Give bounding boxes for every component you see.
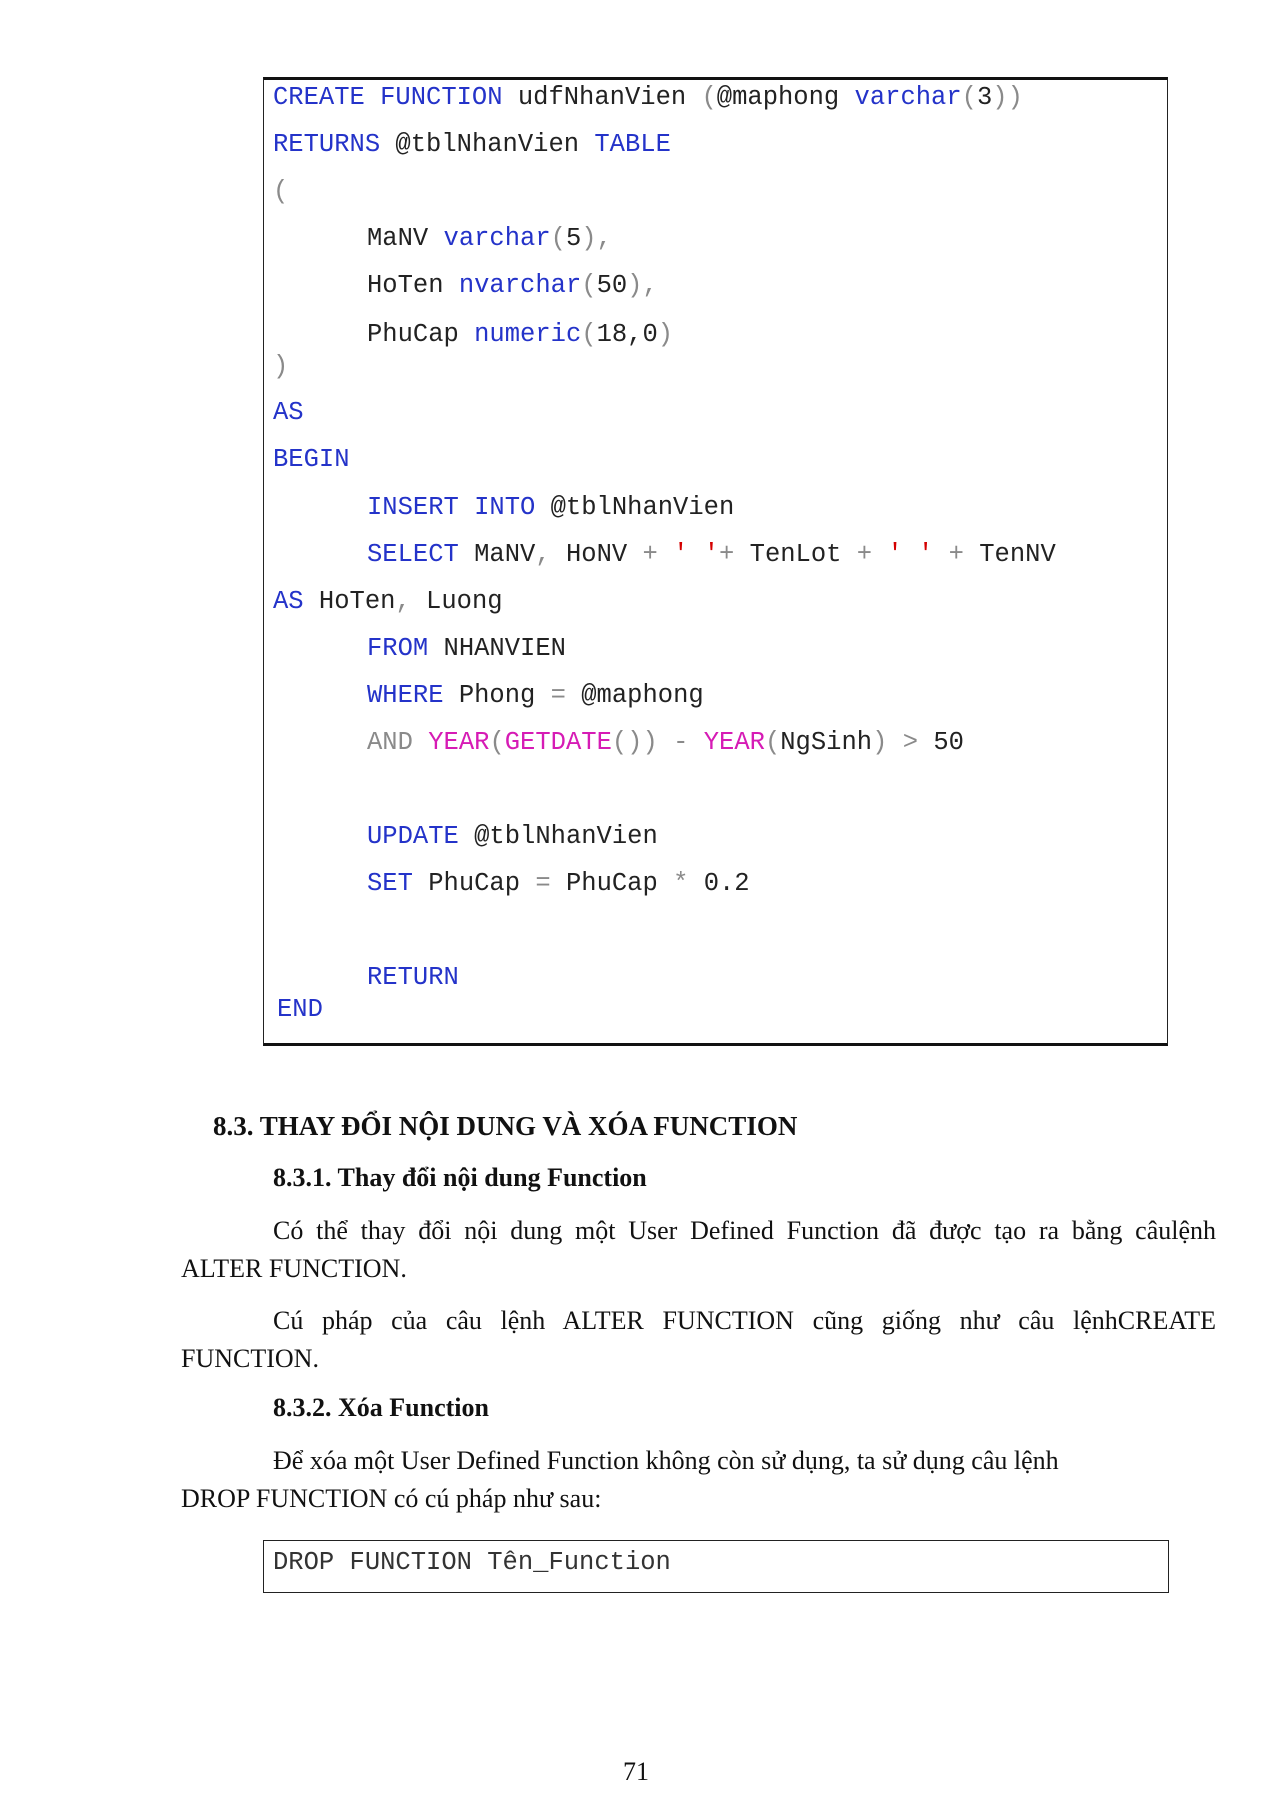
code-token: ( [489,728,505,757]
code-token: ), [581,224,612,253]
code-token: )) [992,83,1023,112]
code-token: + [642,540,658,569]
code-token: ( [273,177,289,206]
code-token: varchar [443,224,551,253]
drop-function-code-block [263,1540,1169,1593]
code-token: udfNhanVien [502,83,702,112]
code-token: ( [581,271,597,300]
code-token: PhuCap [367,320,475,349]
code-token: 50 [933,728,964,757]
code-token: NgSinh [780,728,873,757]
code-token: UPDATE [367,822,459,851]
code-line [273,869,750,899]
code-line [273,224,612,254]
code-line [273,963,459,993]
code-token: YEAR [703,728,765,757]
code-token: ()) [611,728,658,757]
page-number: 71 [623,1757,649,1786]
code-token: = [535,869,551,898]
code-line [273,130,671,160]
code-line [273,634,566,664]
code-token: RETURNS [273,130,381,159]
code-token: , [395,587,411,616]
code-token: 3 [976,83,993,112]
code-token: + [933,540,980,569]
code-token: ( [764,728,781,757]
code-token: numeric [474,320,582,349]
code-token: ) [657,320,674,349]
code-token: SET [367,869,413,898]
code-line [273,587,503,617]
code-token: END [277,995,323,1024]
code-token: SELECT [367,540,459,569]
code-token: , [535,540,551,569]
code-token: ) [273,352,289,381]
code-line [273,352,288,382]
code-line [273,540,1056,570]
create-function-code-block [263,77,1168,1046]
code-token: varchar [854,83,962,112]
code-token: HoTen [367,271,459,300]
code-token: 0.2 [688,869,750,898]
paragraph-line: DROP FUNCTION có cú pháp như sau: [181,1484,602,1513]
code-token: ' [703,540,720,569]
code-token: RETURN [367,963,459,992]
code-line [273,445,350,475]
subsection-heading-drop: 8.3.2. Xóa Function [273,1393,489,1422]
code-token: TenLot [734,540,857,569]
code-token: TABLE [594,130,671,159]
code-token: PhuCap [412,869,536,898]
code-token: ( [550,224,566,253]
code-token: + [719,540,735,569]
paragraph-line: Cú pháp của câu lệnh ALTER FUNCTION cũng giống như câu lệnhCREATE [273,1306,1216,1335]
code-token: = [550,681,566,710]
paragraph-line: Có thể thay đổi nội dung một User Defined Function đã được tạo ra bằng câulệnh [273,1216,1216,1245]
code-token: CREATE FUNCTION [273,83,503,112]
code-token: @tblNhanVien [380,130,595,159]
paragraph-alter-intro [181,1212,1216,1288]
code-line [273,271,658,301]
code-line [273,398,304,428]
code-token: ' [872,540,918,569]
code-token: GETDATE [504,728,612,757]
code-token: + [856,540,873,569]
paragraph-drop-intro [181,1442,1156,1518]
code-token: Luong [410,587,503,616]
code-line [273,177,288,207]
code-token: @maphong [565,681,704,710]
code-line: DROP FUNCTION Tên_Function [273,1548,671,1577]
code-token: NHANVIEN [428,634,566,663]
code-line [273,822,658,852]
code-token: ), [627,271,658,300]
code-line [273,681,704,711]
code-token: MaNV [458,540,536,569]
code-token: @maphong [716,83,855,112]
code-token: nvarchar [458,271,582,300]
code-token: > [887,728,934,757]
code-token: 5 [565,224,582,253]
code-token: HoNV [550,540,643,569]
code-token: ' [657,540,704,569]
code-token: FROM [367,634,429,663]
code-line [277,995,323,1025]
code-token: AS [273,398,304,427]
code-token: 18,0 [596,320,658,349]
paragraph-alter-syntax [181,1302,1216,1378]
code-line [273,83,1023,113]
code-token: ( [961,83,977,112]
code-token: Phong [443,681,551,710]
code-token: BEGIN [273,445,350,474]
code-token: ) [872,728,888,757]
section-heading: 8.3. THAY ĐỔI NỘI DUNG VÀ XÓA FUNCTION [213,1111,798,1141]
code-token: YEAR [428,728,490,757]
code-line [273,320,673,350]
code-token: PhuCap [550,869,674,898]
code-token: @tblNhanVien [535,493,735,522]
code-token: ( [581,320,597,349]
subsection-heading-alter: 8.3.1. Thay đổi nội dung Function [273,1163,647,1192]
code-token: AS [273,587,304,616]
code-token: 50 [596,271,628,300]
code-token: WHERE [367,681,444,710]
code-token: @tblNhanVien [458,822,658,851]
code-token: INSERT INTO [367,493,536,522]
paragraph-line: ALTER FUNCTION. [181,1254,407,1283]
code-token: MaNV [367,224,444,253]
code-token: ( [701,83,717,112]
paragraph-line: Để xóa một User Defined Function không còn sử dụng, ta sử dụng câu lệnh [273,1446,1059,1475]
code-token: ' [918,540,934,569]
code-token: * [673,869,689,898]
code-token: - [657,728,704,757]
code-line [273,493,734,523]
code-token: TenNV [979,540,1056,569]
paragraph-line: FUNCTION. [181,1344,319,1373]
code-line [273,728,964,758]
code-token: AND [367,728,429,757]
code-token: HoTen [303,587,396,616]
